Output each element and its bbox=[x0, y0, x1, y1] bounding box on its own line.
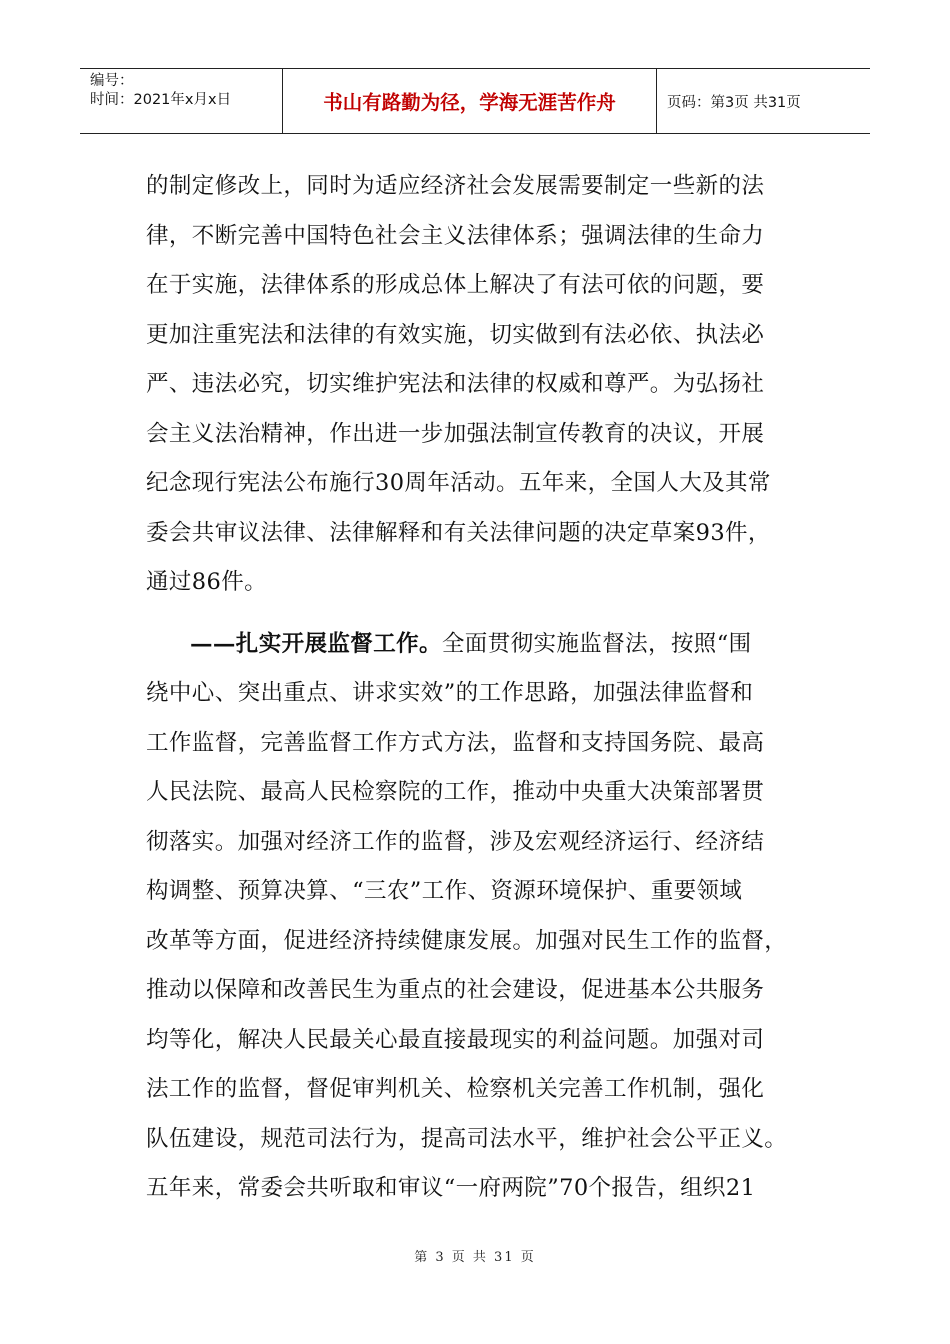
text-line: 的制定修改上，同时为适应经济社会发展需要制定一些新的法 bbox=[146, 173, 765, 199]
section-heading: ——扎实开展监督工作。 bbox=[190, 630, 442, 657]
text-line: 构调整、预算决算、“三农”工作、资源环境保护、重要领域 bbox=[146, 878, 743, 904]
text-run: 全面贯彻实施监督法，按照“围 bbox=[441, 630, 752, 657]
text-line: 会主义法治精神，作出进一步加强法制宣传教育的决议，开展 bbox=[146, 420, 765, 447]
paragraph-2 bbox=[146, 624, 816, 1218]
text-line: 五年来，常委会共听取和审议“一府两院”70个报告，组织21 bbox=[146, 1175, 756, 1201]
text-line: 推动以保障和改善民生为重点的社会建设，促进基本公共服务 bbox=[146, 977, 765, 1003]
text-line: 通过86件。 bbox=[146, 569, 268, 595]
text-line bbox=[146, 624, 816, 674]
text-line: 彻落实。加强对经济工作的监督，涉及宏观经济运行、经济结 bbox=[146, 828, 765, 855]
document-number-label: 编号： bbox=[90, 73, 134, 89]
body-text bbox=[146, 166, 816, 1218]
page-header bbox=[80, 68, 870, 134]
paragraph-1 bbox=[146, 166, 816, 612]
text-line: 均等化，解决人民最关心最直接最现实的利益问题。加强对司 bbox=[146, 1026, 765, 1053]
text-line: 法工作的监督，督促审判机关、检察机关完善工作机制，强化 bbox=[146, 1076, 765, 1102]
text-line: 纪念现行宪法公布施行30周年活动。五年来，全国人大及其常 bbox=[146, 470, 771, 496]
text-line: 绕中心、突出重点、讲求实效”的工作思路，加强法律监督和 bbox=[146, 680, 754, 706]
text-line: 委会共审议法律、法律解释和有关法律问题的决定草案93件， bbox=[146, 519, 771, 546]
text-line: 律，不断完善中国特色社会主义法律体系；强调法律的生命力 bbox=[146, 222, 765, 249]
text-line: 在于实施，法律体系的形成总体上解决了有法可依的问题，要 bbox=[146, 272, 765, 298]
header-motto: 书山有路勤为径，学海无涯苦作舟 bbox=[283, 69, 657, 133]
text-line: 严、违法必究，切实维护宪法和法律的权威和尊严。为弘扬社 bbox=[146, 371, 765, 397]
header-meta bbox=[80, 69, 283, 133]
page-footer: 第 3 页 共 31 页 bbox=[414, 1250, 536, 1265]
text-line: 工作监督，完善监督工作方式方法，监督和支持国务院、最高 bbox=[146, 729, 765, 756]
text-line: 人民法院、最高人民检察院的工作，推动中央重大决策部署贯 bbox=[146, 779, 765, 805]
text-line: 更加注重宪法和法律的有效实施，切实做到有法必依、执法必 bbox=[146, 321, 765, 348]
text-line: 队伍建设，规范司法行为，提高司法水平，维护社会公平正义。 bbox=[146, 1125, 788, 1152]
text-line: 改革等方面，促进经济持续健康发展。加强对民生工作的监督， bbox=[146, 927, 788, 954]
header-page-label: 页码：第3页 共31页 bbox=[667, 94, 801, 111]
document-date-label: 时间：2021年x月x日 bbox=[90, 92, 232, 108]
